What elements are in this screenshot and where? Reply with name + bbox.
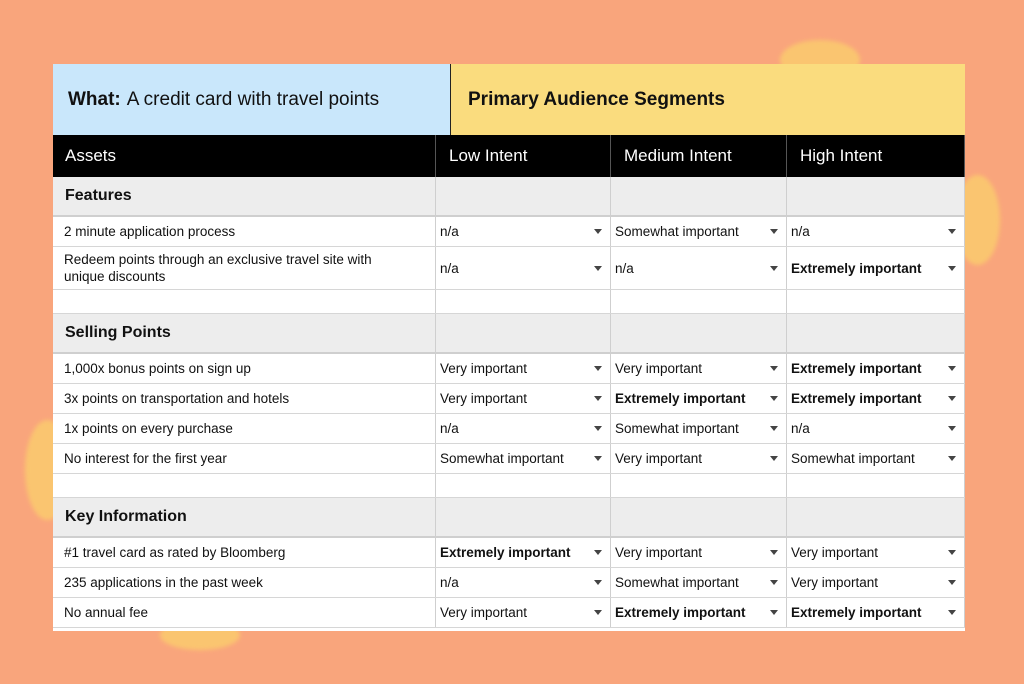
dropdown-value: Very important	[791, 575, 879, 590]
asset-cell[interactable]: No interest for the first year	[53, 444, 436, 473]
chevron-down-icon[interactable]	[594, 396, 602, 401]
section-title[interactable]: Key Information	[53, 498, 436, 536]
importance-dropdown[interactable]	[436, 444, 611, 473]
section-empty-cell[interactable]	[611, 177, 787, 215]
table-row	[53, 217, 965, 247]
section-empty-cell[interactable]	[787, 314, 965, 352]
asset-cell[interactable]: 235 applications in the past week	[53, 568, 436, 597]
empty-cell[interactable]	[611, 474, 787, 497]
dropdown-value: n/a	[440, 260, 459, 276]
importance-dropdown[interactable]	[611, 217, 787, 246]
importance-dropdown[interactable]	[787, 568, 965, 597]
asset-cell[interactable]: 1,000x bonus points on sign up	[53, 354, 436, 383]
importance-dropdown[interactable]	[436, 247, 611, 289]
importance-dropdown[interactable]	[436, 414, 611, 443]
chevron-down-icon[interactable]	[770, 266, 778, 271]
importance-dropdown[interactable]	[787, 598, 965, 627]
asset-cell[interactable]: 2 minute application process	[53, 217, 436, 246]
dropdown-value: Extremely important	[791, 361, 922, 376]
dropdown-value: n/a	[440, 575, 459, 590]
spreadsheet	[53, 64, 965, 631]
importance-dropdown[interactable]	[611, 444, 787, 473]
dropdown-value: n/a	[440, 421, 459, 436]
chevron-down-icon[interactable]	[770, 229, 778, 234]
column-header-medium-intent[interactable]: Medium Intent	[611, 135, 787, 177]
chevron-down-icon[interactable]	[770, 580, 778, 585]
chevron-down-icon[interactable]	[948, 580, 956, 585]
what-text: A credit card with travel points	[126, 88, 380, 110]
chevron-down-icon[interactable]	[948, 366, 956, 371]
section-title[interactable]: Selling Points	[53, 314, 436, 352]
chevron-down-icon[interactable]	[594, 426, 602, 431]
chevron-down-icon[interactable]	[594, 266, 602, 271]
dropdown-value: n/a	[440, 224, 459, 239]
chevron-down-icon[interactable]	[594, 366, 602, 371]
empty-cell[interactable]	[787, 290, 965, 313]
importance-dropdown[interactable]	[611, 568, 787, 597]
dropdown-value: Very important	[615, 451, 703, 466]
table-body	[53, 177, 965, 628]
table-row	[53, 538, 965, 568]
spacer-row	[53, 290, 965, 314]
importance-dropdown[interactable]	[611, 354, 787, 383]
chevron-down-icon[interactable]	[594, 456, 602, 461]
chevron-down-icon[interactable]	[770, 456, 778, 461]
asset-cell[interactable]: 3x points on transportation and hotels	[53, 384, 436, 413]
importance-dropdown[interactable]	[787, 217, 965, 246]
empty-cell[interactable]	[436, 290, 611, 313]
dropdown-value: Extremely important	[615, 391, 746, 406]
chevron-down-icon[interactable]	[594, 610, 602, 615]
asset-cell[interactable]: Redeem points through an exclusive travel site with unique discounts	[53, 247, 436, 289]
section-empty-cell[interactable]	[436, 314, 611, 352]
asset-cell[interactable]: 1x points on every purchase	[53, 414, 436, 443]
importance-dropdown[interactable]	[787, 247, 965, 289]
dropdown-value: Very important	[440, 605, 528, 620]
chevron-down-icon[interactable]	[948, 550, 956, 555]
what-cell[interactable]	[53, 64, 451, 135]
dropdown-value: Very important	[615, 545, 703, 560]
dropdown-value: Extremely important	[615, 605, 746, 620]
dropdown-value: Extremely important	[791, 260, 922, 276]
empty-cell[interactable]	[53, 474, 436, 497]
importance-dropdown[interactable]	[611, 598, 787, 627]
dropdown-value: Somewhat important	[791, 451, 915, 466]
dropdown-value: Somewhat important	[615, 421, 739, 436]
column-header-assets[interactable]: Assets	[53, 135, 436, 177]
section-empty-cell[interactable]	[787, 498, 965, 536]
table-row	[53, 444, 965, 474]
importance-dropdown[interactable]	[787, 354, 965, 383]
dropdown-value: Somewhat important	[615, 224, 739, 239]
importance-dropdown[interactable]	[787, 384, 965, 413]
table-row	[53, 414, 965, 444]
importance-dropdown[interactable]	[436, 538, 611, 567]
section-empty-cell[interactable]	[611, 498, 787, 536]
asset-cell[interactable]: No annual fee	[53, 598, 436, 627]
chevron-down-icon[interactable]	[770, 610, 778, 615]
section-empty-cell[interactable]	[436, 498, 611, 536]
chevron-down-icon[interactable]	[770, 366, 778, 371]
chevron-down-icon[interactable]	[948, 426, 956, 431]
asset-cell[interactable]: #1 travel card as rated by Bloomberg	[53, 538, 436, 567]
chevron-down-icon[interactable]	[594, 580, 602, 585]
top-header	[53, 64, 965, 135]
dropdown-value: Somewhat important	[615, 575, 739, 590]
importance-dropdown[interactable]	[436, 384, 611, 413]
section-empty-cell[interactable]	[787, 177, 965, 215]
importance-dropdown[interactable]	[436, 217, 611, 246]
table-row	[53, 247, 965, 290]
importance-dropdown[interactable]	[787, 414, 965, 443]
importance-dropdown[interactable]	[787, 444, 965, 473]
dropdown-value: Somewhat important	[440, 451, 564, 466]
importance-dropdown[interactable]	[436, 568, 611, 597]
dropdown-value: Extremely important	[440, 545, 571, 560]
table-row	[53, 384, 965, 414]
importance-dropdown[interactable]	[436, 354, 611, 383]
column-header-high-intent[interactable]: High Intent	[787, 135, 965, 177]
dropdown-value: Extremely important	[791, 391, 922, 406]
dropdown-value: Extremely important	[791, 605, 922, 620]
section-title[interactable]: Features	[53, 177, 436, 215]
segments-title[interactable]: Primary Audience Segments	[451, 64, 965, 135]
what-label: What:	[68, 88, 121, 110]
chevron-down-icon[interactable]	[948, 266, 956, 271]
empty-cell[interactable]	[53, 290, 436, 313]
importance-dropdown[interactable]	[611, 414, 787, 443]
dropdown-value: n/a	[791, 224, 810, 239]
importance-dropdown[interactable]	[611, 538, 787, 567]
column-header-low-intent[interactable]: Low Intent	[436, 135, 611, 177]
importance-dropdown[interactable]	[611, 384, 787, 413]
chevron-down-icon[interactable]	[770, 426, 778, 431]
importance-dropdown[interactable]	[787, 538, 965, 567]
chevron-down-icon[interactable]	[594, 229, 602, 234]
section-row	[53, 498, 965, 538]
section-row	[53, 314, 965, 354]
spacer-row	[53, 474, 965, 498]
chevron-down-icon[interactable]	[770, 396, 778, 401]
importance-dropdown[interactable]	[611, 247, 787, 289]
section-empty-cell[interactable]	[611, 314, 787, 352]
empty-cell[interactable]	[787, 474, 965, 497]
chevron-down-icon[interactable]	[948, 229, 956, 234]
dropdown-value: Very important	[440, 361, 528, 376]
table-row	[53, 568, 965, 598]
importance-dropdown[interactable]	[436, 598, 611, 627]
dropdown-value: Very important	[791, 545, 879, 560]
dropdown-value: n/a	[791, 421, 810, 436]
table-row	[53, 598, 965, 628]
dropdown-value: Very important	[615, 361, 703, 376]
empty-cell[interactable]	[611, 290, 787, 313]
chevron-down-icon[interactable]	[948, 610, 956, 615]
empty-cell[interactable]	[436, 474, 611, 497]
column-header-row	[53, 135, 965, 177]
table-row	[53, 354, 965, 384]
chevron-down-icon[interactable]	[594, 550, 602, 555]
section-empty-cell[interactable]	[436, 177, 611, 215]
chevron-down-icon[interactable]	[948, 396, 956, 401]
dropdown-value: Very important	[440, 391, 528, 406]
chevron-down-icon[interactable]	[948, 456, 956, 461]
dropdown-value: n/a	[615, 260, 634, 276]
section-row	[53, 177, 965, 217]
chevron-down-icon[interactable]	[770, 550, 778, 555]
